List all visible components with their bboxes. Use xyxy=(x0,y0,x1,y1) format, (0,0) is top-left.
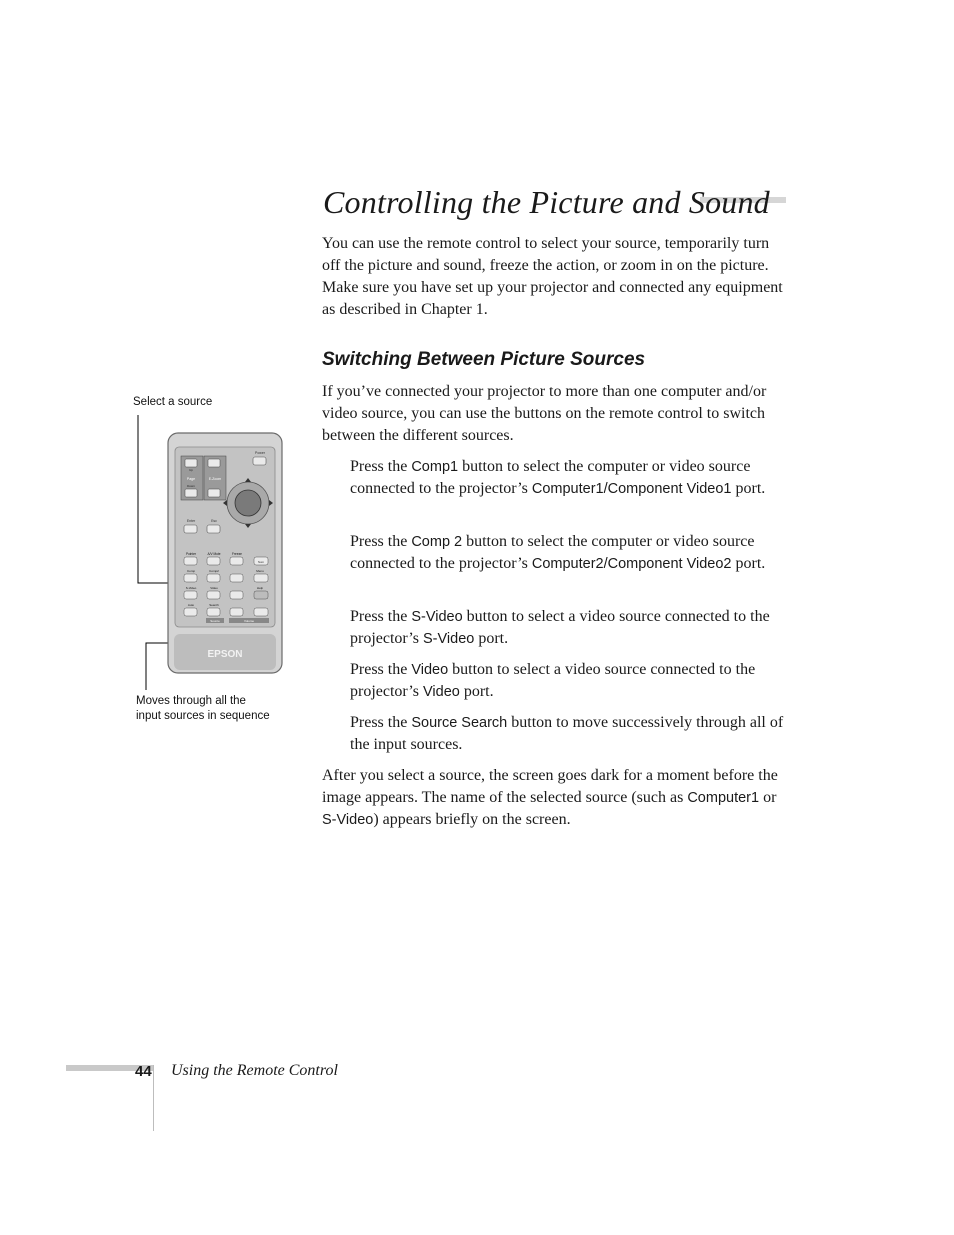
page-number: 44 xyxy=(135,1063,152,1080)
item-text: port. xyxy=(459,683,494,700)
item-text: Press the xyxy=(350,533,412,550)
item-text: port. xyxy=(731,480,766,497)
button-name: Comp 2 xyxy=(411,534,463,550)
search-label: Search xyxy=(209,603,219,607)
comp2-button-icon xyxy=(207,574,220,582)
esc-label: Esc xyxy=(211,519,217,523)
volume-up-button-icon xyxy=(254,608,268,616)
port-name: Video xyxy=(423,684,460,700)
section-heading: Switching Between Picture Sources xyxy=(322,349,646,370)
closing-text: After you select a source, the screen goes dark for a moment before the image appears. The name of the selected source (such as xyxy=(322,767,778,806)
source-name: Computer1 xyxy=(687,790,760,806)
video-button-icon xyxy=(207,591,220,599)
keypad-button-icon xyxy=(184,557,197,565)
button-name: Comp1 xyxy=(411,459,459,475)
svideo-button-icon xyxy=(184,591,197,599)
item-text: Press the xyxy=(350,661,412,678)
page-label: Page xyxy=(186,477,196,481)
freeze-label: Freeze xyxy=(232,552,242,556)
help-button-icon xyxy=(254,591,268,599)
closing-text: ) appears briefly on the screen. xyxy=(373,811,571,828)
video-label: Video xyxy=(210,586,218,590)
auto-label: Auto xyxy=(187,603,195,607)
callout-select-source: Select a source xyxy=(133,396,213,408)
item-text: button to select a video source connected to the projector’s xyxy=(350,608,770,647)
enter-label: Enter xyxy=(186,519,196,523)
section-intro-paragraph: If you’ve connected your projector to more than one computer and/or video source, you can use the buttons on the remote control to switch between the different sources. xyxy=(322,383,767,444)
intro-paragraph: You can use the remote control to select your source, temporarily turn off the picture and sound, freeze the action, or zoom in on the picture. Make sure you have set up your projector and connected any equipment as described in Chapter 1. xyxy=(322,235,783,318)
power-label: Power xyxy=(255,451,265,455)
up-label: Up xyxy=(189,468,193,472)
source-name: S-Video xyxy=(322,812,374,828)
pointer-label: Pointer xyxy=(185,552,197,556)
port-name: Computer1/Component Video1 xyxy=(531,481,732,497)
button-name: Video xyxy=(411,662,449,678)
button-name: Source Search xyxy=(411,715,508,731)
ezoom-label: E-Zoom xyxy=(208,477,222,481)
svideo-label: S-Video xyxy=(185,586,197,590)
avmute-label: A/V Mute xyxy=(207,552,221,556)
item-text: button to move successively through all of the input sources. xyxy=(350,714,784,753)
dpad-center xyxy=(235,490,261,516)
keypad-button-icon xyxy=(230,591,243,599)
zoom-in-button-icon xyxy=(208,459,220,467)
item-text: Press the xyxy=(350,608,412,625)
comp2-label: Comp2 xyxy=(209,569,219,573)
volume-bar-label: Volume xyxy=(243,619,255,623)
footer-chapter-title: Using the Remote Control xyxy=(171,1062,338,1079)
remote-brand: EPSON xyxy=(207,649,243,660)
keypad-button-icon xyxy=(230,557,243,565)
item-text: button to select the computer or video source connected to the projector’s xyxy=(350,533,755,572)
auto-button-icon xyxy=(184,608,197,616)
down-button-icon xyxy=(185,489,197,497)
item-text: Press the xyxy=(350,714,412,731)
keypad-button-icon xyxy=(207,557,220,565)
port-name: S-Video xyxy=(423,631,475,647)
num-label: Num xyxy=(257,560,265,564)
down-label: Down xyxy=(187,484,195,488)
remote-control-illustration xyxy=(130,410,290,710)
menu-label: Menu xyxy=(256,569,264,573)
source-search-button-icon xyxy=(207,608,220,616)
comp1-button-icon xyxy=(184,574,197,582)
port-name: Computer2/Component Video2 xyxy=(531,556,732,572)
help-label: Help xyxy=(256,586,264,590)
source-bar-label: Source xyxy=(210,619,220,623)
item-text: button to select the computer or video source connected to the projector’s xyxy=(350,458,751,497)
callout-line: Moves through all the xyxy=(136,695,246,707)
power-button-icon xyxy=(253,457,266,465)
closing-text: or xyxy=(759,789,777,806)
item-text: button to select a video source connected to the projector’s xyxy=(350,661,756,700)
page-title: Controlling the Picture and Sound xyxy=(323,184,770,220)
footer-divider xyxy=(153,1065,154,1131)
callout-line: input sources in sequence xyxy=(136,710,270,722)
button-name: S-Video xyxy=(411,609,463,625)
volume-down-button-icon xyxy=(230,608,243,616)
esc-button-icon xyxy=(207,525,220,533)
menu-button-icon xyxy=(254,574,268,582)
up-button-icon xyxy=(185,459,197,467)
zoom-out-button-icon xyxy=(208,489,220,497)
comp1-label: Comp xyxy=(186,569,196,573)
item-text: port. xyxy=(474,630,509,647)
item-text: Press the xyxy=(350,458,412,475)
item-text: port. xyxy=(731,555,766,572)
enter-button-icon xyxy=(184,525,197,533)
keypad-button-icon xyxy=(230,574,243,582)
